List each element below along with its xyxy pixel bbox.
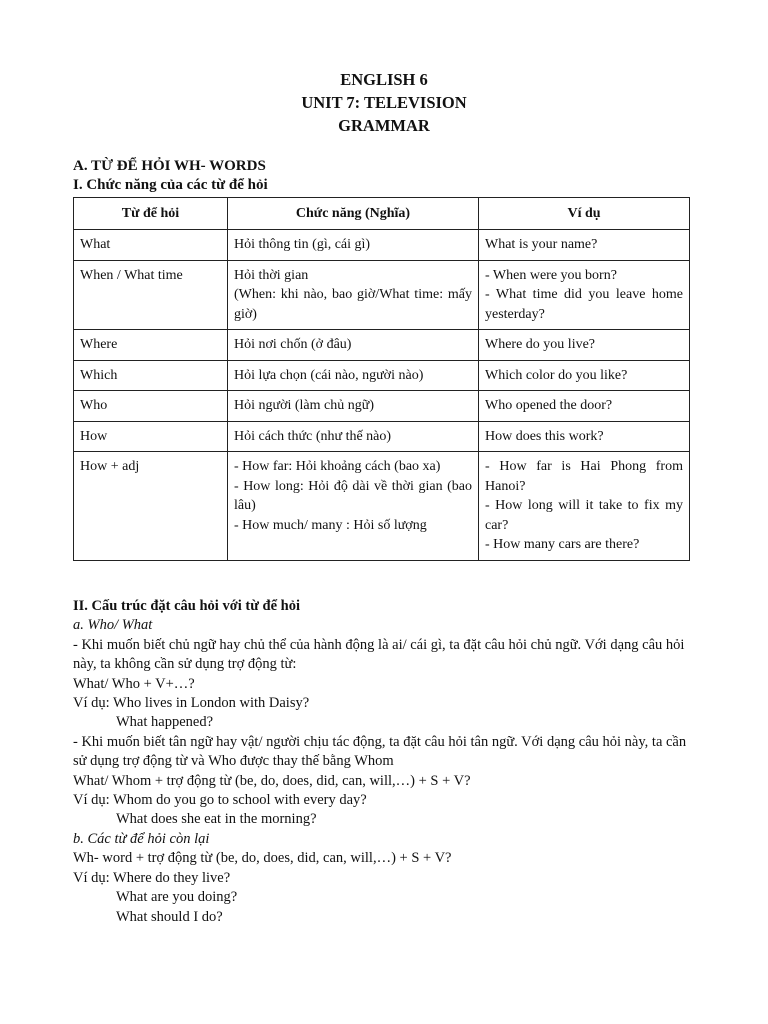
- table-row: [74, 230, 690, 261]
- section-i-heading: I. Chức năng của các từ để hỏi: [73, 177, 268, 193]
- cell-word: Who: [74, 391, 228, 422]
- paragraph-object-question: - Khi muốn biết tân ngữ hay vật/ người chịu tác động, ta đặt câu hỏi tân ngữ. Với dạng câu hỏi này, ta cần sử dụng trợ động từ và Who được thay thế bằng Whom: [73, 733, 687, 770]
- cell-word: Which: [74, 360, 228, 391]
- section-a-heading: A. TỪ ĐỂ HỎI WH- WORDS: [73, 158, 266, 174]
- header-example: Ví dụ: [479, 198, 690, 230]
- formula-subject-question: What/ Who + V+…?: [73, 675, 195, 692]
- formula-object-question: What/ Whom + trợ động từ (be, do, does, did, can, will,…) + S + V?: [73, 772, 471, 789]
- course-title: ENGLISH 6: [340, 70, 428, 89]
- cell-word: Where: [74, 330, 228, 361]
- cell-example: What is your name?: [479, 230, 690, 261]
- header-question-word: Từ để hỏi: [74, 198, 228, 230]
- cell-example: - When were you born? - What time did you leave home yesterday?: [479, 260, 690, 330]
- paragraph-subject-question: - Khi muốn biết chủ ngữ hay chủ thể của hành động là ai/ cái gì, ta đặt câu hỏi chủ ngữ. Với dạng câu hỏi này, ta không cần sử dụng trợ động từ:: [73, 636, 685, 673]
- unit-title: UNIT 7: TELEVISION: [301, 93, 467, 112]
- cell-function: Hỏi nơi chốn (ở đâu): [228, 330, 479, 361]
- subsection-b-heading: b. Các từ để hỏi còn lại: [73, 830, 210, 847]
- cell-word: How + adj: [74, 452, 228, 561]
- cell-function: Hỏi lựa chọn (cái nào, người nào): [228, 360, 479, 391]
- section-ii-heading: II. Cấu trúc đặt câu hỏi với từ để hỏi: [73, 598, 301, 614]
- example-line: What are you doing?: [116, 889, 238, 906]
- example-line: Ví dụ: Who lives in London with Daisy?: [73, 695, 310, 712]
- cell-example: Which color do you like?: [479, 360, 690, 391]
- table-row: [74, 452, 690, 561]
- topic-title: GRAMMAR: [338, 116, 430, 135]
- formula-other-wh: Wh- word + trợ động từ (be, do, does, did, can, will,…) + S + V?: [73, 850, 452, 867]
- cell-word: How: [74, 421, 228, 452]
- table-row: [74, 360, 690, 391]
- example-line: What happened?: [116, 714, 214, 731]
- example-line: Ví dụ: Where do they live?: [73, 869, 231, 886]
- subsection-a-heading: a. Who/ What: [73, 617, 153, 634]
- cell-example: - How far is Hai Phong from Hanoi? - How long will it take to fix my car? - How many cars are there?: [479, 452, 690, 561]
- example-line: What does she eat in the morning?: [116, 811, 317, 828]
- table-row: [74, 330, 690, 361]
- section-ii: [73, 597, 693, 927]
- table-header-row: [74, 198, 690, 230]
- wh-words-table: [73, 197, 690, 561]
- cell-word: When / What time: [74, 260, 228, 330]
- cell-example: Where do you live?: [479, 330, 690, 361]
- example-line: Ví dụ: Whom do you go to school with every day?: [73, 792, 367, 809]
- cell-example: How does this work?: [479, 421, 690, 452]
- document-header: [0, 68, 768, 137]
- cell-function: Hỏi thông tin (gì, cái gì): [228, 230, 479, 261]
- cell-example: Who opened the door?: [479, 391, 690, 422]
- example-line: What should I do?: [116, 908, 223, 925]
- cell-function: Hỏi cách thức (như thế nào): [228, 421, 479, 452]
- cell-function: - How far: Hỏi khoảng cách (bao xa) - How long: Hỏi độ dài về thời gian (bao lâu) - How much/ many : Hỏi số lượng: [228, 452, 479, 561]
- cell-function: Hỏi thời gian (When: khi nào, bao giờ/What time: mấy giờ): [228, 260, 479, 330]
- cell-function: Hỏi người (làm chủ ngữ): [228, 391, 479, 422]
- table-row: [74, 421, 690, 452]
- header-function: Chức năng (Nghĩa): [228, 198, 479, 230]
- cell-word: What: [74, 230, 228, 261]
- table-row: [74, 260, 690, 330]
- table-row: [74, 391, 690, 422]
